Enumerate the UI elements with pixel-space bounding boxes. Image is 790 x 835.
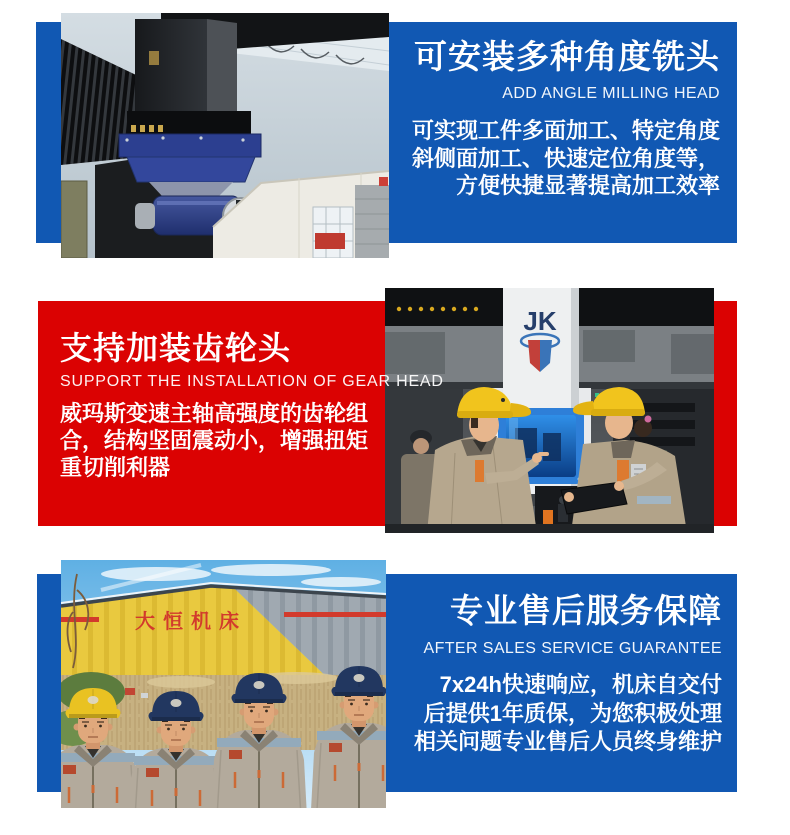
gear-head-text-block [60,330,444,481]
section-body [412,117,720,200]
body-line: 斜侧面加工、快速定位角度等， [411,145,720,171]
section-subtitle: SUPPORT THE INSTALLATION OF GEAR HEAD [60,373,444,390]
section-body [60,400,444,481]
body-line: 后提供1年质保，为您积极处理 [423,700,722,726]
section-title: 支持加装齿轮头 [60,330,292,366]
section-subtitle: AFTER SALES SERVICE GUARANTEE [423,640,722,657]
body-line: 相关问题专业售后人员终身维护 [413,729,722,754]
body-line: 合，结构坚固震动小，增强扭矩 [60,428,369,453]
body-line: 可实现工件多面加工、特定角度 [411,118,720,143]
sign-stripe-right [284,612,386,617]
background-window [313,207,353,258]
after-sales-text-block [414,592,722,757]
concrete-pillar [355,177,389,258]
body-line: 重切削利器 [60,455,171,480]
machine-photo [61,13,389,258]
team-photo [61,560,386,808]
body-line: 威玛斯变速主轴高强度的齿轮组 [60,401,369,426]
section-subtitle: ADD ANGLE MILLING HEAD [502,85,720,102]
body-line: 7x24h快速响应，机床自交付 [439,672,722,697]
factory-sign-text: 大恒机床 [135,611,247,633]
cabinet [61,181,87,258]
spindle-ram [135,19,237,113]
section-title: 可安装多种角度铣头 [414,38,720,75]
section-body [414,671,722,757]
section-title: 专业售后服务保障 [450,592,722,629]
sign-stripe-left [61,617,99,622]
body-line: 方便快捷显著提高加工效率 [455,173,720,198]
logo-text: JK [523,306,557,336]
angle-head-text-block [412,38,720,200]
